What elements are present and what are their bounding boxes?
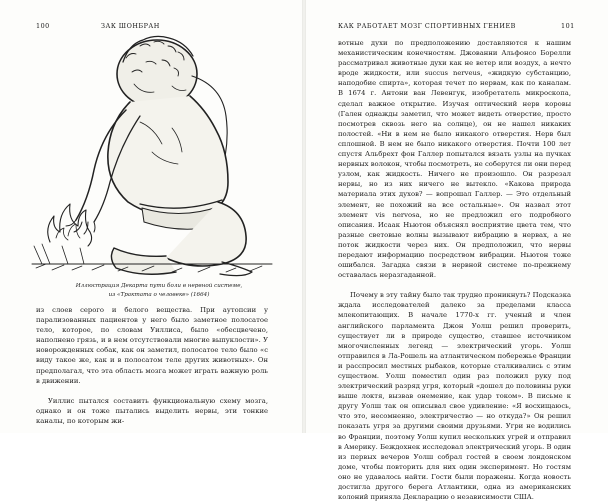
right-paragraph-2: Почему в эту тайну было так трудно проникнуть? Подсказка ждала исследователей далеко за пределами класса млекопитающих. В начале 1770-х гг. ученый и член английского парламента Джон Уолш решил проверить, существует ли в природе существо, ставшее источником многочисленных легенд — электрический угорь. Уолш отправился в Ла-Рошель на атлантическом побережье Франции и расспросил местных рыбаков, которые сталкивались с этим существом. Уолш поместил один раз положил руку под электрический разряд угря, который «дошел до половины руки выше локтя, вызвав онемение, как удар током». В письме к другу Уолш так он описывал свое удивление: «Я восхищаюсь, что это, несомненно, электричество — но откуда?» Он решил показать угря за другими своими друзьями. Угри не водились во Франции, поэтому Уолш купил нескольких угрей и отправил в Америку. Беждохнек исследовал электрический угорь. В один из первых вечеров Уолш собрал гостей в своем лондонском доме, чтобы повторить для них один эксперимент. Но гостям оно не удавалось найти. Гости были поражены. Когда новость достигла другого берега Атлантики, одна из американских колоний приняла Декларацию о независимости США. (338, 291, 571, 502)
page-number-left: 100 (36, 22, 50, 30)
page-number-right: 101 (561, 22, 575, 30)
left-paragraph-1: из слоев серого и белого вещества. При аутопсии у парализованных пациентов у него было заметное полосатое тело, которое, по словам Уиллиса, было «обесцвечено, наполнено грязь, и в нем отсутствовали многие выпуклости». У новорожденных собак, как он заметил, полосатое тело было «с виду такое же, как и в полосатом теле других животных». Он предполагал, что эта область мозга может играть важную роль в движении. (36, 306, 268, 385)
figure-caption-line1: Иллюстрация Декарта пути боли в нервной системе, (75, 283, 243, 289)
descartes-illustration (22, 32, 284, 280)
figure-caption (48, 282, 270, 299)
right-paragraph-1: вотные духи по предположению доставляются к нашим механистическим конечностям. Джованни Альфонсо Борелли рассматривал животные духи как не ветер или воздух, а нечто вроде жидкости, или succus nerveus, «жидкую субстанцию, наподобие спирта», которая течет по нервам, как по каналам. В 1674 г. Антони ван Левенгук, изобретатель микроскопа, сделал важное открытие. Изучая оптический нерв коровы (Гален однажды заметил, что может видеть отверстие, просто посмотрев сквозь него на солнце), он не нашел никаких полостей. «Ни в нем не было никакого отверстия. Нерв был сплошной. В нем не было никакого отверстия. Почти 100 лет спустя Альбрехт фон Галлер попытался вязать узлы на пучках нервных волокон, чтобы посмотреть, не соберутся ли они перед узлом, как жидкость. Ничего не произошло. Он разрезал нервы, но из них ничего не вытекло. «Какова природа материала этих духов? — вопрошал Галлер. — Это отдельный элемент, не похожий на все остальные». Он назвал этот элемент vis nervosa, но не предложил его подробного описания. Исаак Ньютон объяснял восприятие цвета тем, что разные световые волны вызывают вибрацию в нервах, а не поток жидкости через них. Он предположил, что нервы передают информацию посредством вибрации. Ньютон тоже ошибался. Загадка связи в нервной системе по-прежнему оставалась неразгаданной. (338, 39, 571, 280)
figure-caption-line2: из «Трактата о человеке» (1664) (108, 291, 210, 298)
right-page (304, 0, 608, 502)
left-paragraph-2: Уиллис пытался составить функциональную схему мозга, однако и он тоже пытались выделить нервы, эти тонкие каналы, по которым жи- (36, 396, 268, 425)
left-body-text (36, 305, 268, 426)
running-head-left: ЗАК ШОНБРАН (101, 22, 160, 30)
right-body-text (338, 38, 571, 502)
running-head-right: КАК РАБОТАЕТ МОЗГ СПОРТИВНЫХ ГЕНИЕВ (338, 22, 516, 30)
left-page (0, 0, 304, 433)
